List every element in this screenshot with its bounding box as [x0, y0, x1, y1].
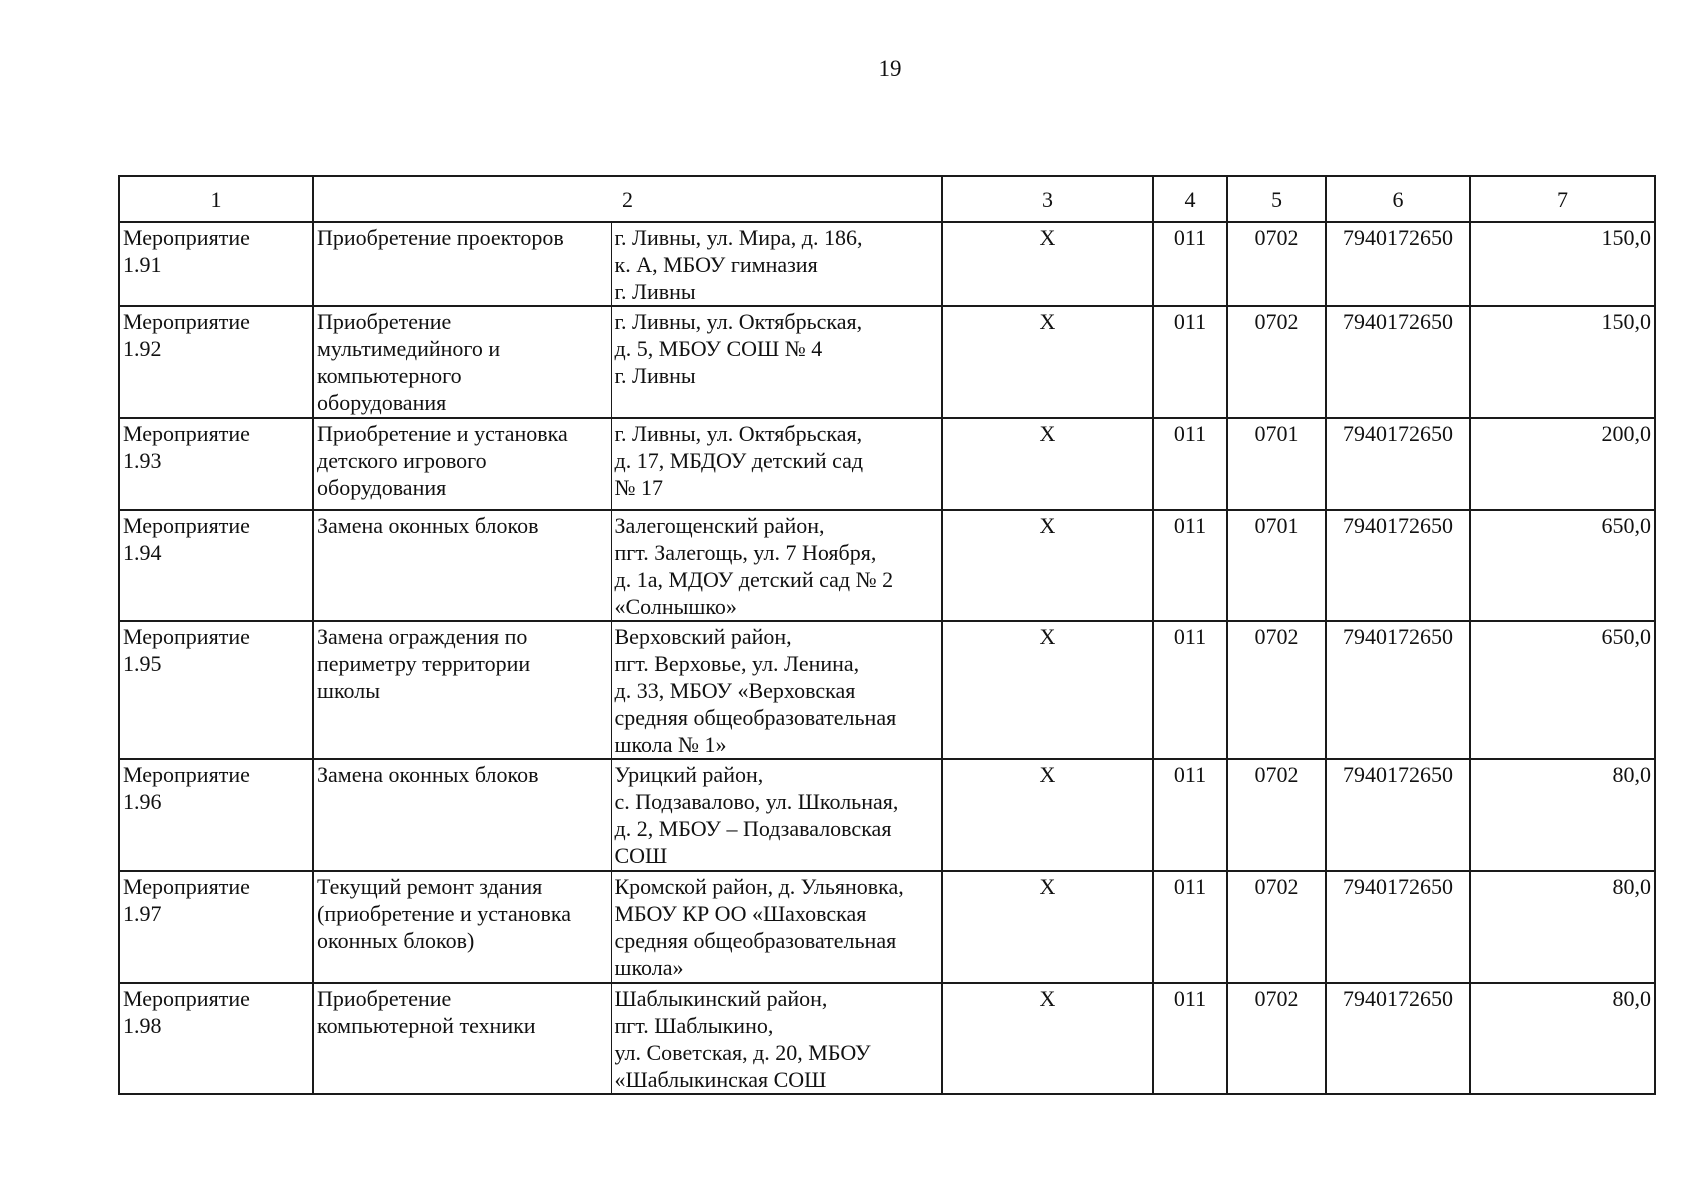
address-cell [611, 418, 942, 510]
event-id-cell-line: Мероприятие [123, 225, 250, 250]
page-number: 19 [878, 56, 902, 81]
table-row [119, 418, 1655, 510]
event-id-cell [119, 222, 313, 306]
amount-cell: 200,0 [1470, 418, 1655, 510]
col3-cell: Х [942, 306, 1153, 418]
col5-cell: 0702 [1227, 222, 1326, 306]
header-row [119, 176, 1655, 222]
address-cell-line: д. 5, МБОУ СОШ № 4 [614, 336, 823, 361]
table-row [119, 983, 1655, 1094]
header-col-1: 1 [119, 176, 313, 222]
col6-cell: 7940172650 [1326, 510, 1470, 621]
description-cell [313, 222, 611, 306]
event-id-cell-line: 1.93 [123, 448, 162, 473]
header-col-5: 5 [1227, 176, 1326, 222]
description-cell-line: (приобретение и установка [317, 901, 571, 926]
address-cell-line: Верховский район, [614, 624, 792, 649]
amount-cell: 80,0 [1470, 759, 1655, 871]
col3-cell: Х [942, 418, 1153, 510]
col5-cell: 0702 [1227, 983, 1326, 1094]
amount-cell: 150,0 [1470, 222, 1655, 306]
address-cell-line: школа № 1» [614, 732, 727, 757]
description-cell [313, 621, 611, 759]
col3-cell: Х [942, 983, 1153, 1094]
event-id-cell-line: Мероприятие [123, 874, 250, 899]
address-cell [611, 983, 942, 1094]
amount-cell: 150,0 [1470, 306, 1655, 418]
description-cell-line: компьютерной техники [317, 1013, 536, 1038]
header-col-3: 3 [942, 176, 1153, 222]
address-cell-line: пгт. Залегощь, ул. 7 Ноября, [614, 540, 877, 565]
table-row [119, 510, 1655, 621]
event-id-cell [119, 418, 313, 510]
description-cell-line: периметру территории [317, 651, 531, 676]
col3-cell: Х [942, 759, 1153, 871]
address-cell-line: г. Ливны, ул. Мира, д. 186, [614, 225, 863, 250]
description-cell [313, 306, 611, 418]
col5-cell: 0702 [1227, 759, 1326, 871]
event-id-cell-line: Мероприятие [123, 309, 250, 334]
description-cell-line: оборудования [317, 475, 447, 500]
event-id-cell [119, 306, 313, 418]
address-cell-line: г. Ливны, ул. Октябрьская, [614, 421, 863, 446]
header-col-2: 2 [313, 176, 942, 222]
amount-cell: 650,0 [1470, 621, 1655, 759]
event-id-cell [119, 759, 313, 871]
description-cell-line: Приобретение [317, 309, 452, 334]
address-cell-line: Кромской район, д. Ульяновка, [614, 874, 904, 899]
col3-cell: Х [942, 871, 1153, 983]
event-id-cell-line: Мероприятие [123, 986, 250, 1011]
table-header [119, 176, 1655, 222]
table-row [119, 222, 1655, 306]
amount-cell: 650,0 [1470, 510, 1655, 621]
description-cell-line: компьютерного [317, 363, 462, 388]
description-cell [313, 759, 611, 871]
description-cell-line: Замена оконных блоков [317, 762, 539, 787]
event-id-cell-line: 1.98 [123, 1013, 162, 1038]
description-cell-line: мультимедийного и [317, 336, 501, 361]
event-id-cell-line: 1.92 [123, 336, 162, 361]
event-id-cell-line: Мероприятие [123, 421, 250, 446]
event-id-cell-line: 1.96 [123, 789, 162, 814]
description-cell [313, 983, 611, 1094]
description-cell-line: Приобретение проекторов [317, 225, 564, 250]
description-cell-line: Замена оконных блоков [317, 513, 539, 538]
col6-cell: 7940172650 [1326, 222, 1470, 306]
address-cell [611, 871, 942, 983]
event-id-cell-line: 1.91 [123, 252, 162, 277]
description-cell-line: детского игрового [317, 448, 487, 473]
budget-table [118, 175, 1656, 1095]
address-cell-line: д. 17, МБДОУ детский сад [614, 448, 864, 473]
header-col-7: 7 [1470, 176, 1655, 222]
event-id-cell-line: Мероприятие [123, 624, 250, 649]
col4-cell: 011 [1153, 222, 1227, 306]
address-cell-line: г. Ливны [614, 279, 696, 304]
col5-cell: 0702 [1227, 621, 1326, 759]
address-cell-line: Залегощенский район, [614, 513, 825, 538]
address-cell-line: МБОУ КР ОО «Шаховская [614, 901, 867, 926]
event-id-cell-line: Мероприятие [123, 513, 250, 538]
address-cell-line: № 17 [614, 475, 663, 500]
description-cell-line: Приобретение и установка [317, 421, 568, 446]
address-cell-line: школа» [614, 955, 684, 980]
table-row [119, 759, 1655, 871]
col6-cell: 7940172650 [1326, 871, 1470, 983]
address-cell-line: пгт. Верховье, ул. Ленина, [614, 651, 860, 676]
amount-cell: 80,0 [1470, 871, 1655, 983]
description-cell-line: Замена ограждения по [317, 624, 528, 649]
description-cell-line: Приобретение [317, 986, 452, 1011]
col4-cell: 011 [1153, 510, 1227, 621]
address-cell-line: ул. Советская, д. 20, МБОУ [614, 1040, 871, 1065]
address-cell-line: СОШ [614, 843, 668, 868]
address-cell-line: с. Подзавалово, ул. Школьная, [614, 789, 899, 814]
address-cell [611, 306, 942, 418]
event-id-cell [119, 983, 313, 1094]
header-col-4: 4 [1153, 176, 1227, 222]
address-cell-line: средняя общеобразовательная [614, 705, 897, 730]
col4-cell: 011 [1153, 759, 1227, 871]
event-id-cell [119, 510, 313, 621]
address-cell-line: д. 33, МБОУ «Верховская [614, 678, 856, 703]
address-cell-line: средняя общеобразовательная [614, 928, 897, 953]
address-cell [611, 759, 942, 871]
event-id-cell [119, 871, 313, 983]
col5-cell: 0702 [1227, 306, 1326, 418]
col4-cell: 011 [1153, 418, 1227, 510]
address-cell-line: «Солнышко» [614, 594, 737, 619]
table-row [119, 871, 1655, 983]
address-cell-line: г. Ливны, ул. Октябрьская, [614, 309, 863, 334]
col4-cell: 011 [1153, 983, 1227, 1094]
description-cell [313, 510, 611, 621]
col4-cell: 011 [1153, 871, 1227, 983]
col6-cell: 7940172650 [1326, 306, 1470, 418]
event-id-cell [119, 621, 313, 759]
description-cell-line: школы [317, 678, 380, 703]
table-row [119, 306, 1655, 418]
description-cell-line: оконных блоков) [317, 928, 475, 953]
amount-cell: 80,0 [1470, 983, 1655, 1094]
address-cell-line: «Шаблыкинская СОШ [614, 1067, 827, 1092]
address-cell-line: г. Ливны [614, 363, 696, 388]
table-body [119, 222, 1655, 1094]
col6-cell: 7940172650 [1326, 983, 1470, 1094]
event-id-cell-line: 1.94 [123, 540, 162, 565]
header-col-6: 6 [1326, 176, 1470, 222]
col3-cell: Х [942, 510, 1153, 621]
address-cell-line: д. 2, МБОУ – Подзаваловская [614, 816, 892, 841]
address-cell-line: к. А, МБОУ гимназия [614, 252, 818, 277]
address-cell-line: Урицкий район, [614, 762, 764, 787]
description-cell-line: Текущий ремонт здания [317, 874, 543, 899]
address-cell-line: Шаблыкинский район, [614, 986, 828, 1011]
address-cell [611, 222, 942, 306]
col4-cell: 011 [1153, 306, 1227, 418]
event-id-cell-line: 1.97 [123, 901, 162, 926]
col6-cell: 7940172650 [1326, 418, 1470, 510]
address-cell [611, 621, 942, 759]
col6-cell: 7940172650 [1326, 759, 1470, 871]
description-cell [313, 871, 611, 983]
address-cell-line: пгт. Шаблыкино, [614, 1013, 774, 1038]
col5-cell: 0701 [1227, 510, 1326, 621]
address-cell [611, 510, 942, 621]
event-id-cell-line: 1.95 [123, 651, 162, 676]
description-cell-line: оборудования [317, 390, 447, 415]
table-row [119, 621, 1655, 759]
description-cell [313, 418, 611, 510]
col3-cell: Х [942, 222, 1153, 306]
col4-cell: 011 [1153, 621, 1227, 759]
col6-cell: 7940172650 [1326, 621, 1470, 759]
col5-cell: 0702 [1227, 871, 1326, 983]
col5-cell: 0701 [1227, 418, 1326, 510]
col3-cell: Х [942, 621, 1153, 759]
event-id-cell-line: Мероприятие [123, 762, 250, 787]
address-cell-line: д. 1а, МДОУ детский сад № 2 [614, 567, 894, 592]
